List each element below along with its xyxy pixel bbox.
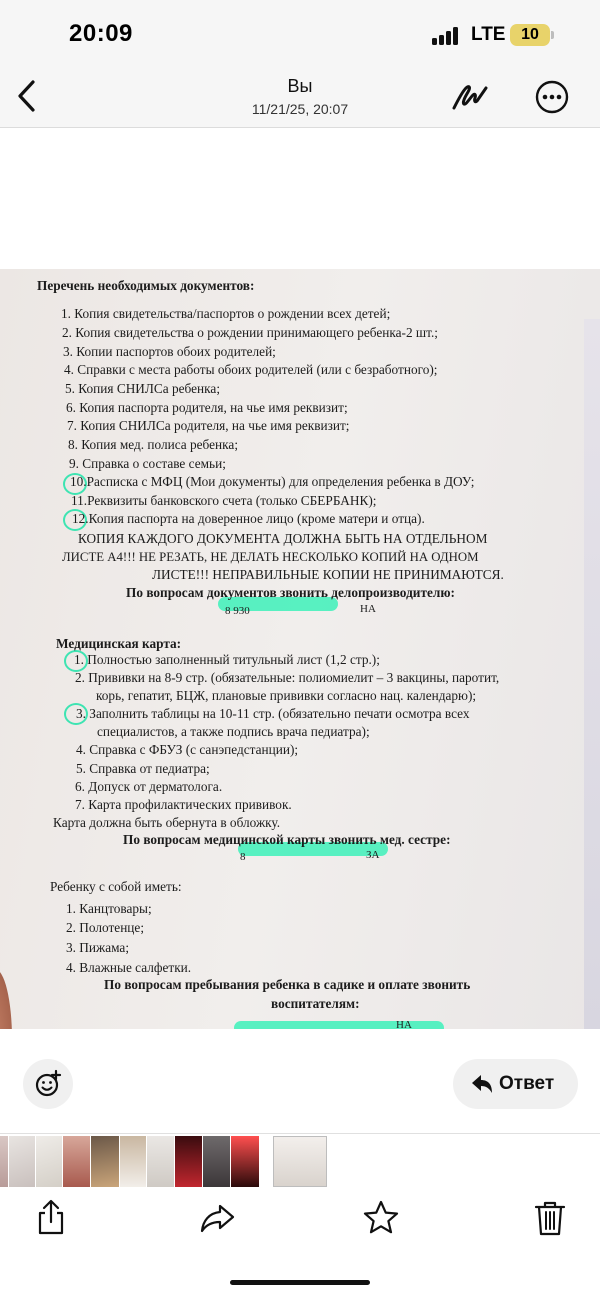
cellular-signal-icon [432,27,458,45]
doc-notice: ЛИСТЕ!!! НЕПРАВИЛЬНЫЕ КОПИИ НЕ ПРИНИМАЮТСЯ. [152,567,504,582]
markup-button[interactable] [450,78,490,116]
stay-contact-2: воспитателям: [271,996,360,1011]
thumbnail[interactable] [203,1136,230,1187]
medical-phone-partial: 8 [240,851,246,863]
docs-phone-partial: 8 930 [225,605,250,617]
medical-heading: Медицинская карта: [56,636,182,651]
medical-item: 5. Справка от педиатра; [76,761,210,776]
medical-item: 4. Справка с ФБУЗ (с санэпедстанции); [76,742,299,757]
add-reaction-button[interactable] [23,1059,73,1109]
medical-name-partial: ЗА [366,849,380,861]
doc-heading: Перечень необходимых документов: [37,278,255,293]
doc-item: 5. Копия СНИЛСа ребенка; [65,381,221,396]
thumbnail[interactable] [120,1136,146,1187]
bring-item: 2. Полотенце; [66,920,145,935]
doc-item: 1. Копия свидетельства/паспортов о рождении всех детей; [61,306,391,321]
medical-item: 1. Полностью заполненный титульный лист (1,2 стр.); [74,652,380,667]
thumbnail[interactable] [147,1136,174,1187]
status-time: 20:09 [69,20,133,47]
medical-contact: По вопросам медицинской карты звонить мед. сестре: [123,832,451,847]
battery-cap [551,31,554,39]
bring-item: 1. Канцтовары; [66,901,152,916]
thumbnail[interactable] [63,1136,90,1187]
doc-item: 3. Копии паспортов обоих родителей; [63,344,276,359]
back-button[interactable] [12,76,44,116]
reply-label: Ответ [499,1073,555,1094]
doc-item: 9. Справка о составе семьи; [69,456,226,471]
medical-item: 2. Прививки на 8-9 стр. (обязательные: полиомиелит – 3 вакцины, паротит, [75,670,500,685]
message-timestamp: 11/21/25, 20:07 [251,101,349,117]
share-button[interactable] [31,1198,71,1238]
bring-item: 4. Влажные салфетки. [66,960,192,975]
nav-bar [0,62,600,128]
stay-contact: По вопросам пребывания ребенка в садике и оплате звонить [104,977,471,992]
doc-notice: ЛИСТЕ А4!!! НЕ РЕЗАТЬ, НЕ ДЕЛАТЬ НЕСКОЛЬКО КОПИЙ НА ОДНОМ [62,550,479,564]
thumbnail[interactable] [0,1136,8,1187]
doc-item: 11.Реквизиты банковского счета (только СБЕРБАНК); [71,493,377,508]
forward-button[interactable] [198,1198,238,1238]
ellipsis-circle-icon [534,79,570,115]
doc-item: 6. Копия паспорта родителя, на чье имя реквизит; [66,400,348,415]
stay-name-partial: НА [396,1019,412,1029]
message-photo[interactable] [0,269,600,1029]
cover-note: Карта должна быть обернута в обложку. [53,815,281,830]
forward-icon [198,1198,238,1238]
medical-item: 6. Допуск от дерматолога. [75,779,223,794]
document-page [0,269,600,1029]
favorite-button[interactable] [361,1198,401,1238]
bottom-toolbar [0,1190,600,1250]
medical-item: 7. Карта профилактических прививок. [75,797,292,812]
thumbnail[interactable] [9,1136,35,1187]
thumbnail[interactable] [175,1136,202,1187]
delete-button[interactable] [530,1198,570,1238]
phone-highlight [234,1021,444,1029]
markup-pen-icon [450,78,490,116]
thumbnail-selected[interactable] [273,1136,327,1187]
chevron-left-icon [12,76,44,116]
thumbnail[interactable] [91,1136,119,1187]
emoji-add-icon [23,1059,73,1109]
reply-button[interactable] [453,1059,578,1109]
doc-item: 4. Справки с места работы обоих родителей (или с безработного); [64,362,438,377]
thumbnail[interactable] [36,1136,62,1187]
home-indicator [230,1280,370,1285]
sender-name: Вы [287,76,313,96]
doc-item: 2. Копия свидетельства о рождении принимающего ребенка-2 шт.; [62,325,438,340]
doc-notice: КОПИЯ КАЖДОГО ДОКУМЕНТА ДОЛЖНА БЫТЬ НА ОТДЕЛЬНОМ [78,531,488,546]
docs-contact: По вопросам документов звонить делопроизводителю: [126,585,455,600]
share-icon [31,1198,71,1238]
photo-thumbnail-strip [0,1133,600,1188]
battery-level: 10 [521,26,539,43]
bring-heading: Ребенку с собой иметь: [50,879,182,894]
network-type: LTE [471,24,506,45]
thumbnail[interactable] [231,1136,259,1187]
medical-item-cont: специалистов, а также подпись врача педиатра); [97,724,370,739]
doc-item: 10.Расписка с МФЦ (Мои документы) для определения ребенка в ДОУ; [70,474,475,489]
medical-item-cont: корь, гепатит, БЦЖ, плановые прививки согласно нац. календарю); [96,688,477,703]
medical-item: 3. Заполнить таблицы на 10-11 стр. (обязательно печати осмотра всех [76,706,470,721]
docs-name-partial: НА [360,603,376,615]
doc-item: 7. Копия СНИЛСа родителя, на чье имя реквизит; [67,418,350,433]
doc-item: 12.Копия паспорта на доверенное лицо (кроме матери и отца). [72,511,425,526]
doc-item: 8. Копия мед. полиса ребенка; [68,437,239,452]
more-options-button[interactable] [534,79,570,115]
bring-item: 3. Пижама; [66,940,130,955]
star-icon [361,1198,401,1238]
status-bar [0,0,600,62]
reply-arrow-icon [471,1074,493,1094]
battery-icon [510,24,550,46]
trash-icon [530,1198,570,1238]
